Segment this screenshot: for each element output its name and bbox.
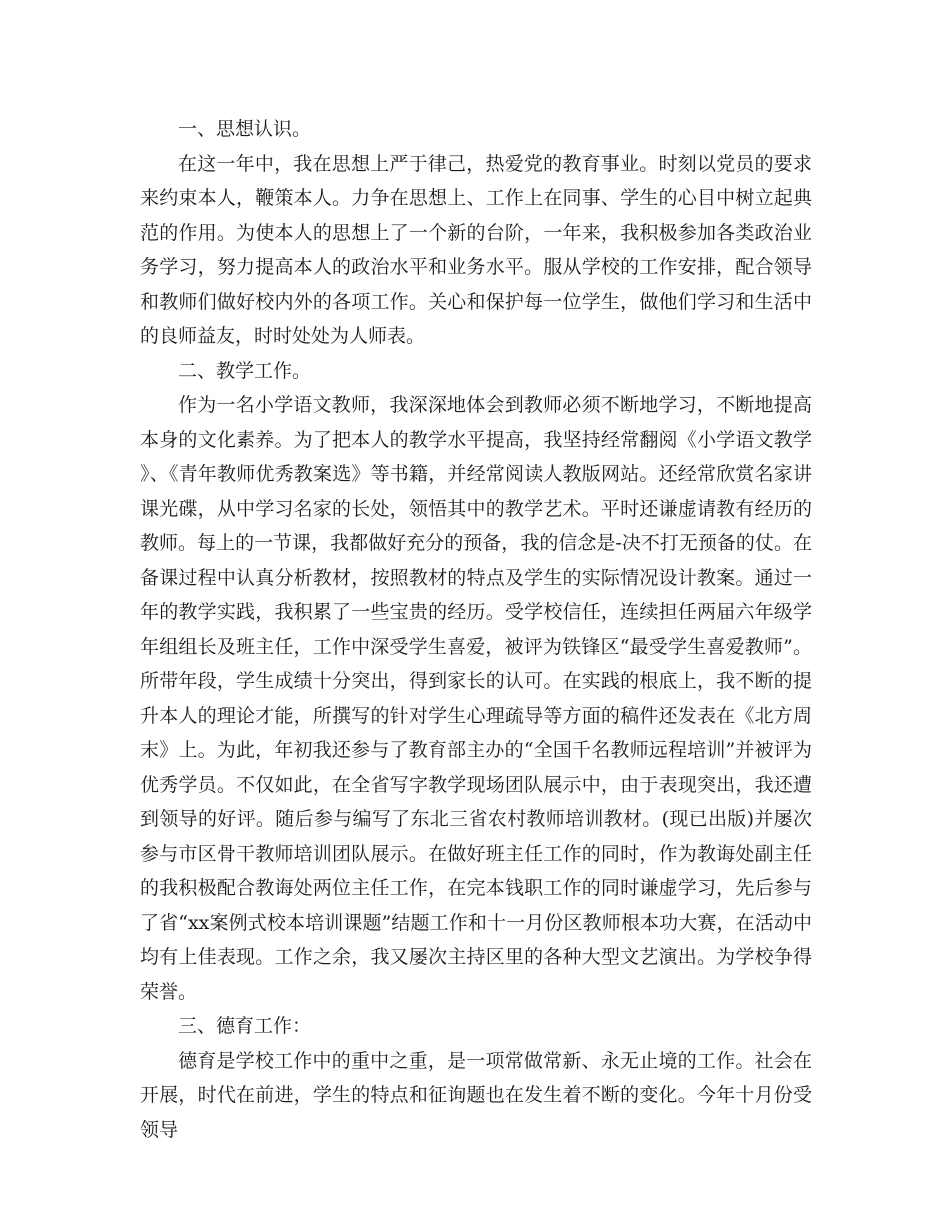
section-heading-moral-education: 三、德育工作： [178,1015,312,1037]
paragraph-moral-education: 德育是学校工作中的重中之重，是一项常做常新、永无止境的工作。社会在开展，时代在前进，学生的特点和征询题也在发生着不断的变化。今年十月份受领导 [140,1049,812,1141]
paragraph-thought: 在这一年中，我在思想上严于律己，热爱党的教育事业。时刻以党员的要求来约束本人，鞭策本人。力争在思想上、工作上在同事、学生的心目中树立起典范的作用。为使本人的思想上了一个新的台阶，一年来，我积极参加各类政治业务学习，努力提高本人的政治水平和业务水平。服从学校的工作安排，配合领导和教师们做好校内外的各项工作。关心和保护每一位学生，做他们学习和生活中的良师益友，时时处处为人师表。 [140,152,812,347]
document-body [140,112,812,1147]
section-heading-thought: 一、思想认识。 [178,118,312,140]
section-heading-teaching: 二、教学工作。 [178,359,312,382]
paragraph-teaching: 作为一名小学语文教师，我深深地体会到教师必须不断地学习，不断地提高本身的文化素养。为了把本人的教学水平提高，我坚持经常翻阅《小学语文教学》、《青年教师优秀教案选》等书籍，并经常阅读人教版网站。还经常欣赏名家讲课光碟，从中学习名家的长处，领悟其中的教学艺术。平时还谦虚请教有经历的教师。每上的一节课，我都做好充分的预备，我的信念是-决不打无预备的仗。在备课过程中认真分析教材，按照教材的特点及学生的实际情况设计教案。通过一年的教学实践，我积累了一些宝贵的经历。受学校信任，连续担任两届六年级学年组组长及班主任，工作中深受学生喜爱，被评为铁锋区“最受学生喜爱教师”。所带年段，学生成绩十分突出，得到家长的认可。在实践的根底上，我不断的提升本人的理论才能，所撰写的针对学生心理疏导等方面的稿件还发表在《北方周末》上。为此，年初我还参与了教育部主办的“全国千名教师远程培训”并被评为优秀学员。不仅如此，在全省写字教学现场团队展示中，由于表现突出，我还遭到领导的好评。随后参与编写了东北三省农村教师培训教材。(现已出版)并屡次参与市区骨干教师培训团队展示。在做好班主任工作的同时，作为教诲处副主任的我积极配合教诲处两位主任工作，在完本钱职工作的同时谦虚学习，先后参与了省“xx案例式校本培训课题”结题工作和十一月份区教师根本功大赛，在活动中均有上佳表现。工作之余，我又屡次主持区里的各种大型文艺演出。为学校争得荣誉。 [140,394,812,1003]
